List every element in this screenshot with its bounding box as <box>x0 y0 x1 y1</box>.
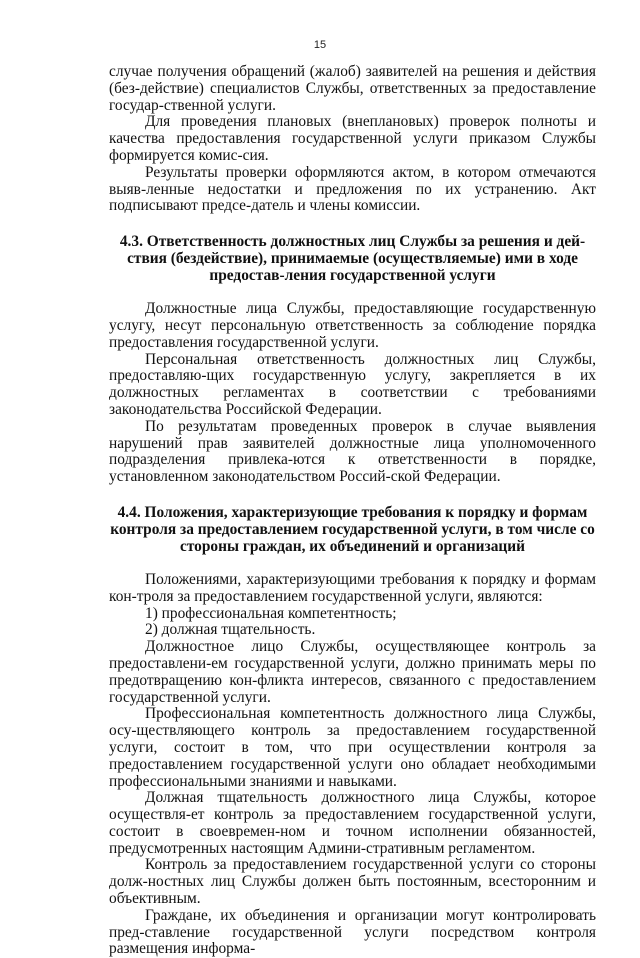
section-heading-4-3: 4.3. Ответственность должностных лиц Службы за решения и дей-ствия (бездействие), принимаемые (осуществляемые) ими в ходе предостав-ления государственной услуги <box>119 233 586 285</box>
paragraph-citizen-control: Граждане, их объединения и организации могут контролировать пред-ставление государственной услуги посредством контроля размещения информа- <box>109 906 596 958</box>
paragraph-control-by-officials: Контроль за предоставлением государственной услуги со стороны долж-ностных лиц Службы должен быть постоянным, всесторонним и объективным. <box>109 856 596 908</box>
document-body <box>109 64 596 958</box>
paragraph-personal-responsibility: Должностные лица Службы, предоставляющие государственную услугу, несут персональную ответственность за соблюдение порядка предоставления государственной услуги. <box>109 300 596 351</box>
paragraph-complaints-continuation: случае получения обращений (жалоб) заявителей на решения и действия (без-действие) специалистов Службы, ответственных за предоставление государ-ственной услуги. <box>109 63 596 114</box>
page-number: 15 <box>313 39 327 51</box>
paragraph-professional-competence: Профессиональная компетентность должностного лица Службы, осу-ществляющего контроль за предоставлением государственной услуги, состоит в том, что при осуществлении контроля за предоставлением государственной услуги оно обладает необходимыми профессиональными знаниями и навыками. <box>109 705 596 790</box>
paragraph-inspection-commission: Для проведения плановых (внеплановых) проверок полноты и качества предоставления государственной услуги приказом Службы формируется комис-сия. <box>109 113 596 164</box>
list-item-diligence: 2) должная тщательность. <box>145 621 316 639</box>
section-gap <box>109 486 596 504</box>
paragraph-violations-liability: По результатам проведенных проверок в случае выявления нарушений прав заявителей должностные лица уполномоченного подразделения привлека-ются к ответственности в порядке, установленном законодательством Россий-ской Федерации. <box>109 417 596 486</box>
section-heading-4-4: 4.4. Положения, характеризующие требования к порядку и формам контроля за предоставлением государственной услуги, в том числе со стороны граждан, их объединений и организаций <box>110 503 595 555</box>
paragraph-inspection-results: Результаты проверки оформляются актом, в котором отмечаются выяв-ленные недостатки и предложения по их устранению. Акт подписывают предсе-датель и члены комиссии. <box>109 163 596 215</box>
paragraph-control-requirements: Положениями, характеризующими требования к порядку и формам кон-троля за предоставлением государственной услуги, являются: <box>109 570 596 605</box>
paragraph-job-regulations: Персональная ответственность должностных лиц Службы, предоставляю-щих государственную услугу, закрепляется в их должностных регламентах в соответствии с требованиями законодательства Российской Федерации. <box>109 350 596 418</box>
section-gap <box>109 555 596 572</box>
paragraph-conflict-of-interest: Должностное лицо Службы, осуществляющее контроль за предоставлени-ем государственной услуги, должно принимать меры по предотвращению кон-фликта интересов, связанного с предоставлением государственной услуги. <box>109 638 596 706</box>
list-item-competence: 1) профессиональная компетентность; <box>145 604 397 622</box>
section-gap <box>109 215 596 233</box>
paragraph-due-diligence: Должная тщательность должностного лица Службы, которое осуществля-ет контроль за предоставлением государственной услуги, состоит в своевремен-ном и точном исполнении обязанностей, предусмотренных настоящим Админи-стративным регламентом. <box>109 789 596 857</box>
section-gap <box>109 284 596 301</box>
